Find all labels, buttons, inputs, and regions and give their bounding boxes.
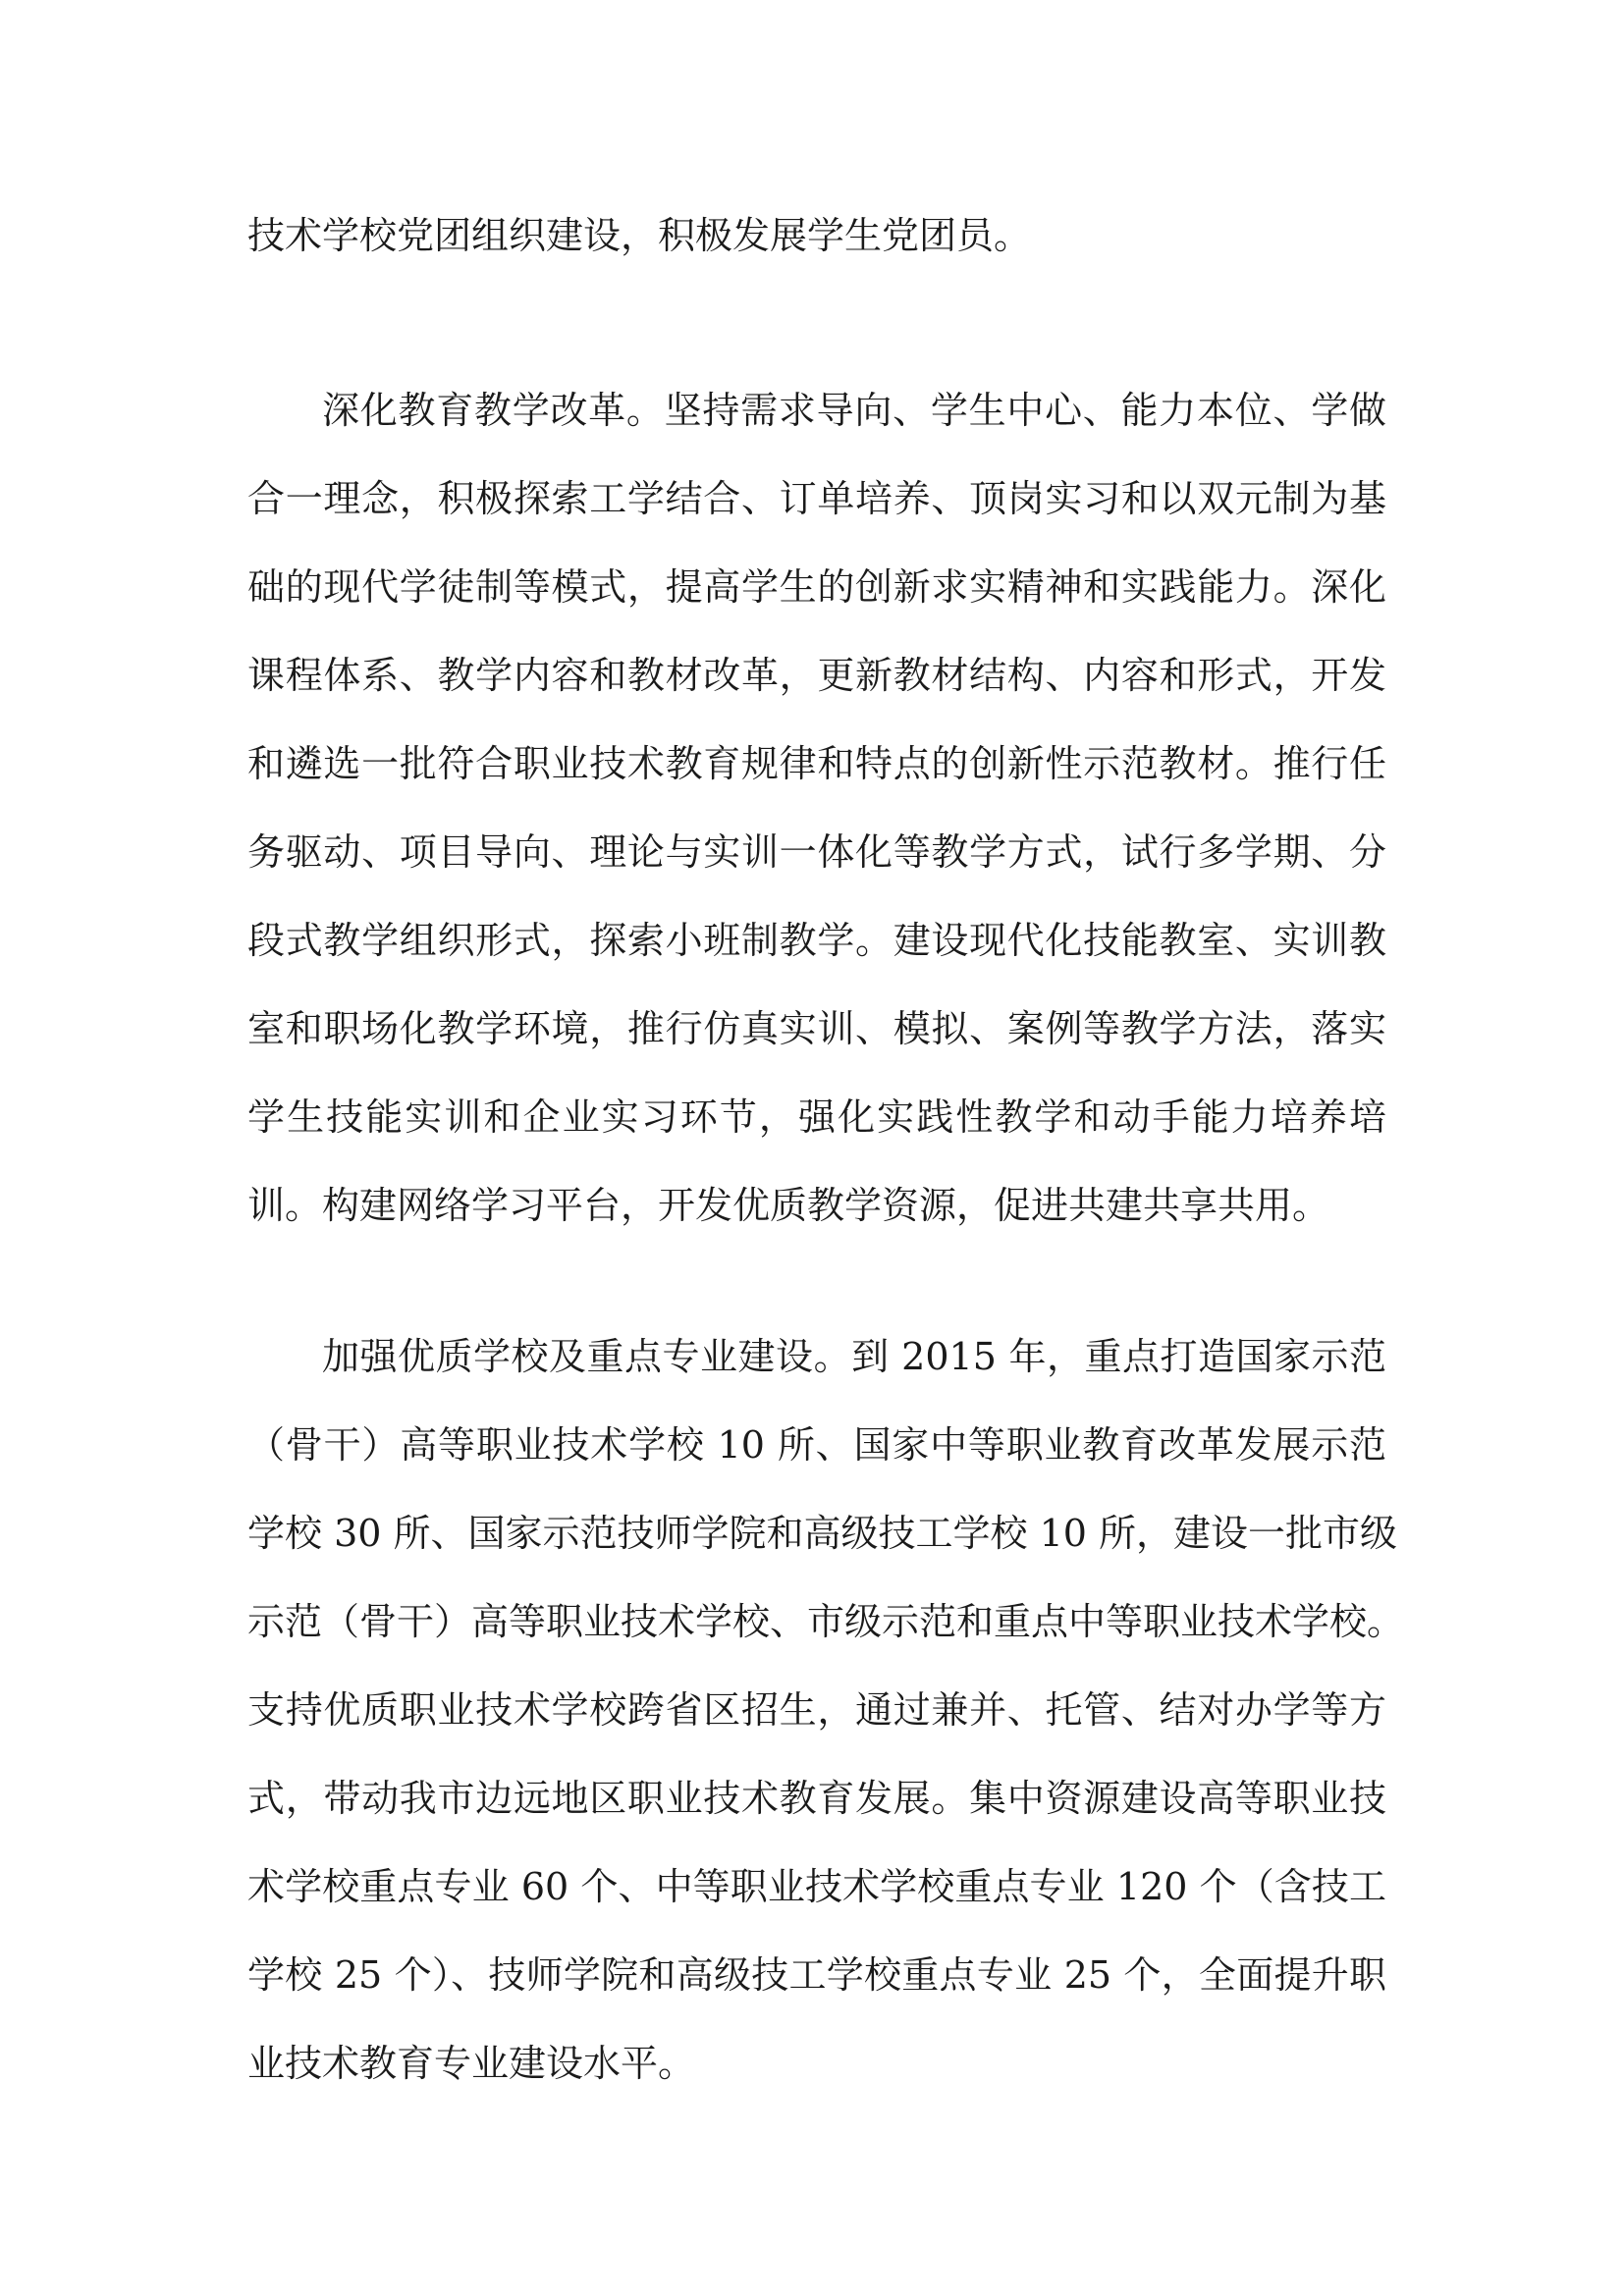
text-line: 术学校重点专业 60 个、中等职业技术学校重点专业 120 个（含技工	[247, 1865, 1386, 1908]
text-line: 务驱动、项目导向、理论与实训一体化等教学方式，试行多学期、分	[247, 830, 1386, 874]
text-line: 室和职场化教学环境，推行仿真实训、模拟、案例等教学方法，落实	[247, 1007, 1386, 1050]
text-line: 加强优质学校及重点专业建设。到 2015 年，重点打造国家示范	[322, 1335, 1386, 1378]
text-line: 技术学校党团组织建设，积极发展学生党团员。	[247, 214, 1032, 257]
text-line: 和遴选一批符合职业技术教育规律和特点的创新性示范教材。推行任	[247, 742, 1386, 785]
text-line: 式，带动我市边远地区职业技术教育发展。集中资源建设高等职业技	[247, 1777, 1386, 1820]
text-line: 训。构建网络学习平台，开发优质教学资源，促进共建共享共用。	[247, 1184, 1330, 1227]
text-line: 深化教育教学改革。坚持需求导向、学生中心、能力本位、学做	[322, 389, 1386, 432]
text-line: 学生技能实训和企业实习环节，强化实践性教学和动手能力培养培	[247, 1095, 1386, 1139]
text-line: （骨干）高等职业技术学校 10 所、国家中等职业教育改革发展示范	[247, 1423, 1386, 1467]
text-line: 示范（骨干）高等职业技术学校、市级示范和重点中等职业技术学校。	[247, 1600, 1405, 1643]
text-line: 课程体系、教学内容和教材改革，更新教材结构、内容和形式，开发	[247, 654, 1386, 697]
text-line: 础的现代学徒制等模式，提高学生的创新求实精神和实践能力。深化	[247, 565, 1386, 609]
text-line: 段式教学组织形式，探索小班制教学。建设现代化技能教室、实训教	[247, 919, 1386, 962]
text-line: 支持优质职业技术学校跨省区招生，通过兼并、托管、结对办学等方	[247, 1688, 1386, 1732]
text-line: 业技术教育专业建设水平。	[247, 2042, 696, 2085]
text-line: 合一理念，积极探索工学结合、订单培养、顶岗实习和以双元制为基	[247, 477, 1386, 520]
text-line: 学校 30 所、国家示范技师学院和高级技工学校 10 所，建设一批市级	[247, 1512, 1398, 1555]
text-line: 学校 25 个）、技师学院和高级技工学校重点专业 25 个，全面提升职	[247, 1953, 1386, 1997]
